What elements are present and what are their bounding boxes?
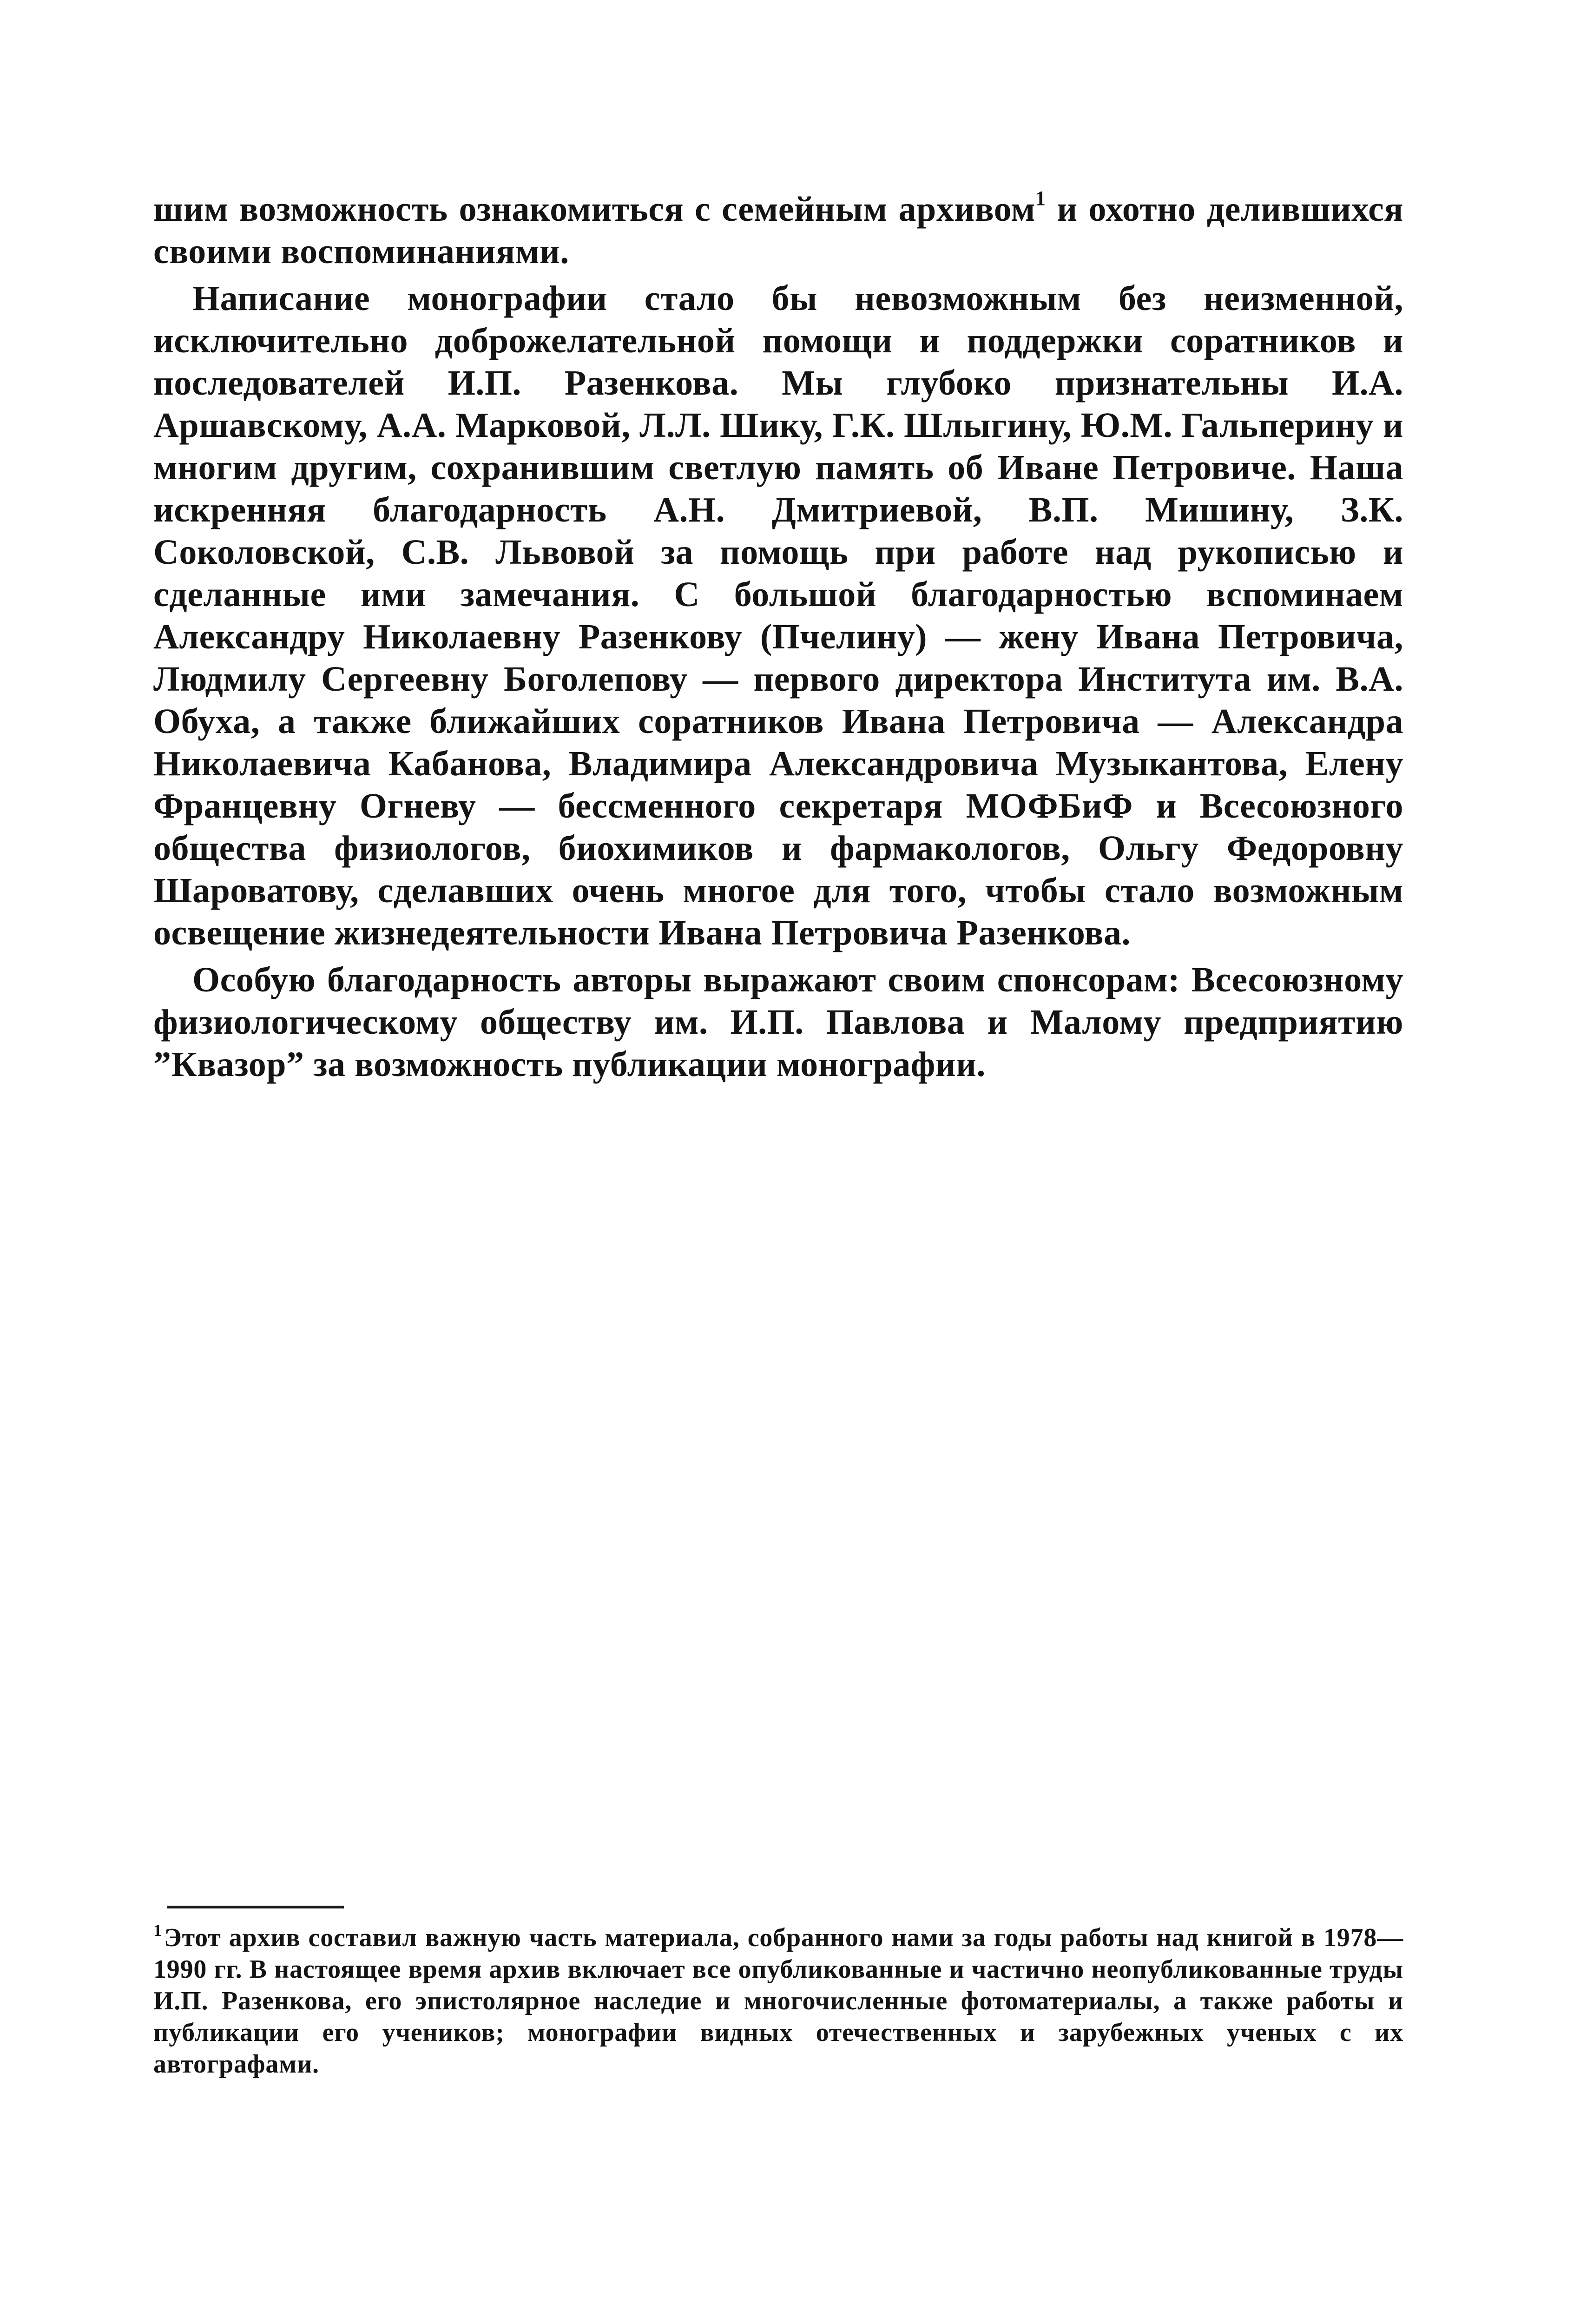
footnote-mark: 1 <box>153 1921 162 1940</box>
paragraph-1-text-a: шим возможность ознакомиться с семейным архивом <box>153 190 1035 229</box>
main-text-block <box>153 188 1403 1090</box>
footnote-block <box>153 1922 1403 2080</box>
footnote-separator <box>167 1906 344 1908</box>
paragraph-acknowledgements: Написание монографии стало бы невозможным без неизменной, исключительно доброжелательной помощи и поддержки соратников и последователей И.П. Разенкова. Мы глубоко признательны И.А. Аршавскому, А.А. Марковой, Л.Л. Шику, Г.К. Шлыгину, Ю.М. Гальперину и многим другим, сохранившим светлую память об Иване Петровиче. Наша искренняя благодарность А.Н. Дмитриевой, В.П. Мишину, З.К. Соколовской, С.В. Львовой за помощь при работе над рукописью и сделанные ими замечания. С большой благодарностью вспоминаем Александру Николаевну Разенкову (Пчелину) — жену Ивана Петровича, Людмилу Сергеевну Боголепову — первого директора Института им. В.А. Обуха, а также ближайших соратников Ивана Петровича — Александра Николаевича Кабанова, Владимира Александровича Музыкантова, Елену Францевну Огневу — бессменного секретаря МОФБиФ и Всесоюзного общества физиологов, биохимиков и фармакологов, Ольгу Федоровну Шароватову, сделавших очень многое для того, чтобы стало возможным освещение жизнедеятельности Ивана Петровича Разенкова. <box>153 279 1403 952</box>
footnote-reference[interactable]: 1 <box>1035 187 1046 210</box>
paragraph-sponsors: Особую благодарность авторы выражают своим спонсорам: Всесоюзному физиологическому обществу им. И.П. Павлова и Малому предприятию ”Квазор” за возможность публикации монографии. <box>153 960 1403 1084</box>
paragraph-1-text-b: и охотно делившихся своими воспоминаниями. <box>153 190 1403 271</box>
footnote-text: Этот архив составил важную часть материала, собранного нами за годы работы над книгой в 1978—1990 гг. В настоящее время архив включает все опубликованные и частично неопубликованные труды И.П. Разенкова, его эпистолярное наследие и многочисленные фотоматериалы, а также работы и публикации его учеников; монографии видных отечественных и зарубежных ученых с их автографами. <box>153 1923 1403 2079</box>
paragraph-continuation <box>153 188 1403 273</box>
footnote-item <box>153 1922 1403 2080</box>
